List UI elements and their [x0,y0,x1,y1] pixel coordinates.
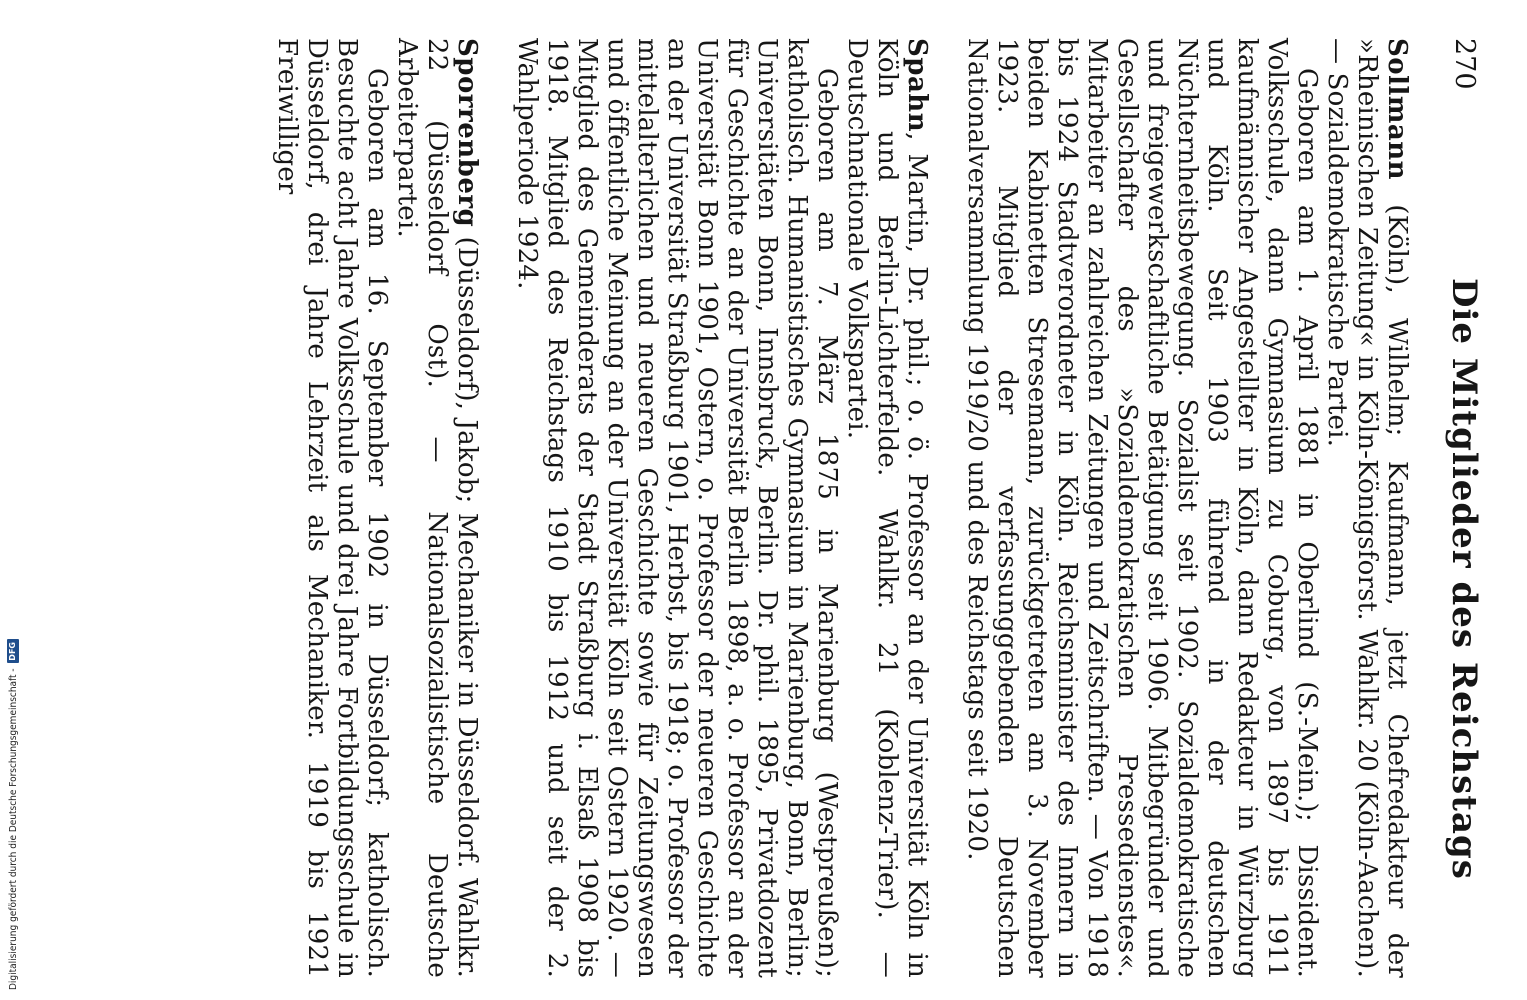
page-number: 270 [1449,38,1480,90]
member-entry-sporrenberg [272,38,482,978]
scanned-page [44,38,1484,978]
entry-biography: Geboren am 16. September 1902 in Düsseldorf; katholisch. Besuchte acht Jahre Volksschule und drei Jahre Fortbildungsschule in Düsseldorf, drei Jahre Lehrzeit als Mechaniker. 1919 bis 1921 Freiwilliger [272,38,392,978]
member-entry-sollmann [962,38,1412,978]
entry-header [392,38,482,978]
page-header [1424,38,1484,978]
running-title: Die Mitglieder des Reichstags [1444,278,1484,880]
member-name: Sporrenberg [452,38,482,228]
entry-biography: Geboren am 7. März 1875 in Marienburg (Westpreußen); katholisch. Humanistisches Gymnasium in Marienburg, Bonn, Berlin; Universitäten Bonn, Innsbruck, Berlin. Dr. phil. 1895, Privatdozent für Geschichte an der Universität Berlin 1898, a. o. Professor an der Universität Bonn 1901, Ostern, o. Professor der neueren Geschichte an der Universität Straßburg 1901, Herbst, bis 1918; o. Professor der mittelalterlichen und neueren Geschichte sowie für Zeitungswesen und öffentliche Meinung an der Universität Köln seit Ostern 1920. — Mitglied des Gemeinderats der Stadt Straßburg i. Elsaß 1908 bis 1918. Mitglied des Reichstags 1910 bis 1912 und seit der 2. Wahlperiode 1924. [512,38,842,978]
digitization-note-text: Digitalisierung gefördert durch die Deutsche Forschungsgemeinschaft - [7,668,19,990]
entry-header-details: , Martin, Dr. phil.; o. ö. Professor an der Universität Köln in Köln und Berlin-Lichterfelde. Wahlkr. 21 (Koblenz-Trier). — Deutschnationale Volkspartei. [842,38,932,978]
entry-header [1322,38,1412,978]
member-entry-spahn [512,38,932,978]
entry-biography: Geboren am 1. April 1881 in Oberlind (S.-Mein.); Dissident. Volksschule, dann Gymnasium zu Coburg, von 1897 bis 1911 kaufmännischer Angestellter in Köln, dann Redakteur in Würzburg und Köln. Seit 1903 führend in der deutschen Nüchternheitsbewegung. Sozialist seit 1902. Sozialdemokratische und freigewerkschaftliche Betätigung seit 1906. Mitbegründer und Gesellschafter des »Sozialdemokratischen Pressedienstes«. Mitarbeiter an zahlreichen Zeitungen und Zeitschriften. — Von 1918 bis 1924 Stadtverordneter in Köln. Reichsminister des Innern in beiden Kabinetten Stresemann, zurückgetreten am 3. November 1923. Mitglied der verfassunggebenden Deutschen Nationalversammlung 1919/20 und des Reichstags seit 1920. [962,38,1322,978]
member-name: Spahn [902,38,932,133]
entry-header [842,38,932,978]
digitization-note [2,0,22,1000]
page-body [242,38,1412,978]
member-name: Sollmann [1382,38,1412,181]
entry-header-details: (Düsseldorf), Jakob; Mechaniker in Düsseldorf. Wahlkr. 22 (Düsseldorf Ost). — Nationalsozialistische Deutsche Arbeiterpartei. [392,38,482,978]
entry-header-details: (Köln), Wilhelm; Kaufmann, jetzt Chefredakteur der »Rheinischen Zeitung« in Köln-Königsforst. Wahlkr. 20 (Köln-Aachen). — Sozialdemokratische Partei. [1322,38,1412,978]
dfg-logo-icon: DFG [7,639,19,663]
